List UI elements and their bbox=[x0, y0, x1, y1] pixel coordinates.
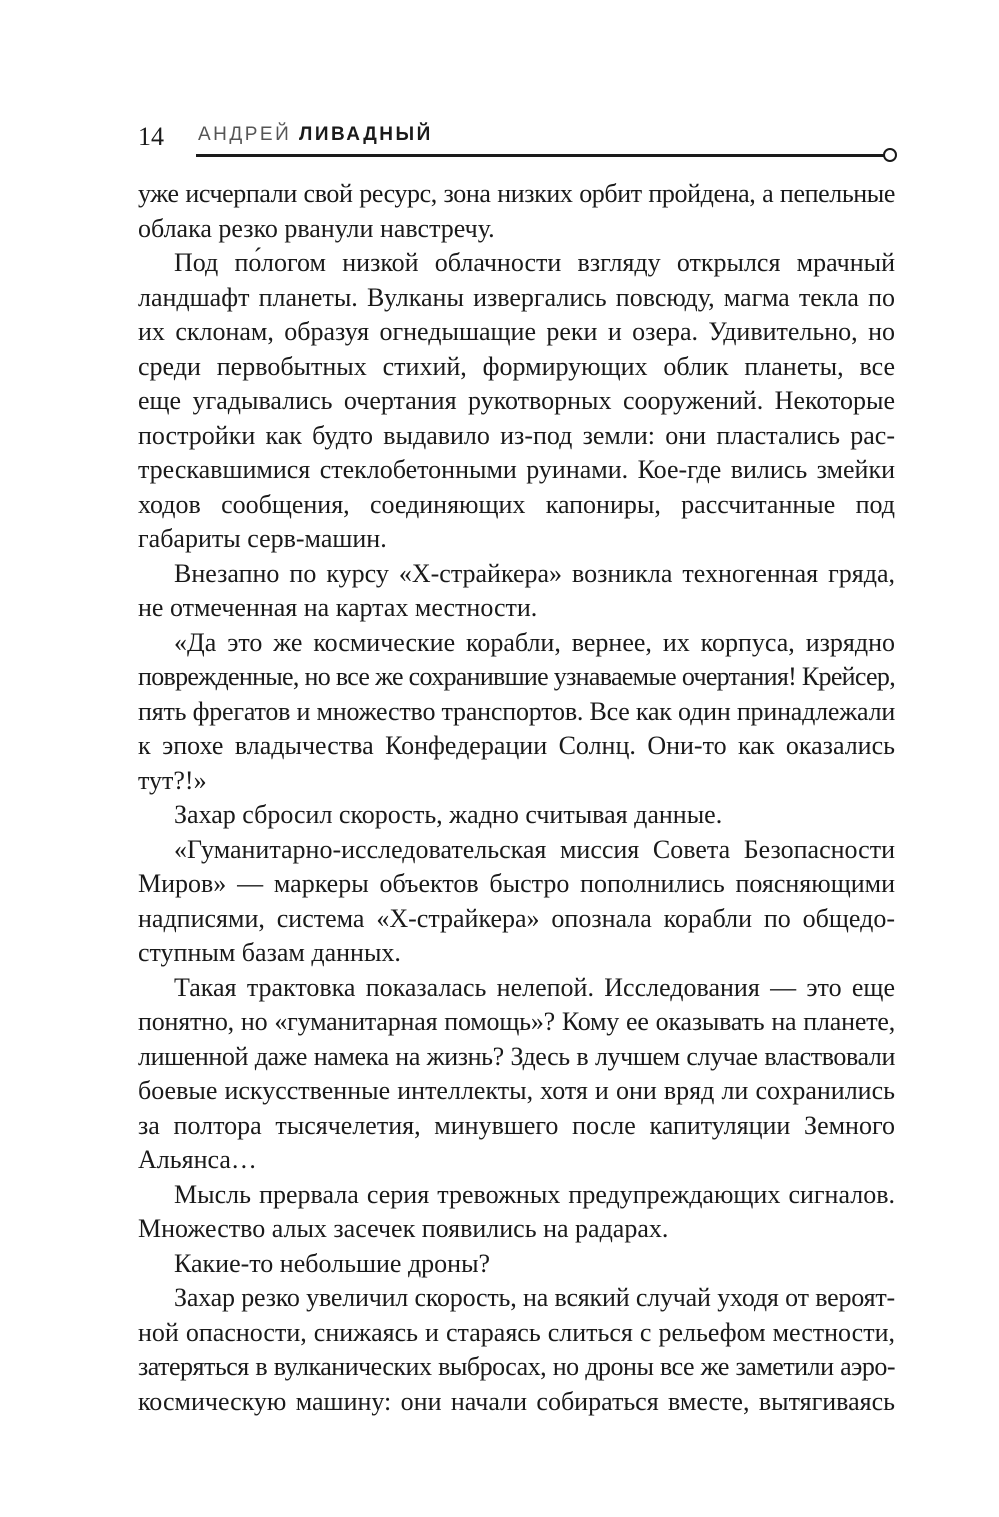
text-line: облака резко рванули навстречу. bbox=[138, 213, 495, 243]
text-line: боевые искусственные интеллекты, хотя и они вряд ли сохранились bbox=[138, 1076, 895, 1105]
text-line: ландшафт планеты. Вулканы извергались повсюду, магма текла по bbox=[138, 282, 895, 312]
author-last-name: ЛИВАДНЫЙ bbox=[299, 124, 433, 145]
text-line: надписями, система «Х-страйкера» опознала корабли по общедо- bbox=[138, 903, 895, 933]
text-line: ходов сообщения, соединяющих капониры, рассчитанные под bbox=[138, 489, 895, 519]
text-line: за полтора тысячелетия, минувшего после капитуляции Земного bbox=[138, 1110, 895, 1140]
text-line: не отмеченная на картах местности. bbox=[138, 593, 538, 622]
body-text bbox=[138, 177, 895, 1419]
page-number: 14 bbox=[138, 122, 164, 151]
text-line: ступным базам данных. bbox=[138, 938, 401, 967]
text-line: габариты серв-машин. bbox=[138, 524, 387, 553]
text-line: Под по́логом низкой облачности взгляду открылся мрачный bbox=[174, 248, 895, 277]
text-line: Мысль прервала серия тревожных предупреждающих сигналов. bbox=[174, 1179, 895, 1209]
text-line: поврежденные, но все же сохранившие узнаваемые очертания! Крейсер, bbox=[138, 662, 895, 691]
running-header bbox=[138, 116, 898, 166]
text-line: «Гуманитарно-исследовательская миссия Совета Безопасности bbox=[174, 834, 895, 864]
text-line: Какие-то небольшие дроны? bbox=[174, 1248, 491, 1278]
text-line: трескавшимися стеклобетонными руинами. Кое-где вились змейки bbox=[138, 455, 895, 484]
text-line: Такая трактовка показалась нелепой. Исследования — это еще bbox=[174, 972, 895, 1002]
text-line: ной опасности, снижаясь и стараясь слиться с рельефом местности, bbox=[138, 1317, 895, 1347]
text-line: Миров» — маркеры объектов быстро пополнились поясняющими bbox=[138, 869, 895, 898]
header-rule bbox=[196, 154, 886, 157]
text-line: понятно, но «гуманитарная помощь»? Кому ее оказывать на планете, bbox=[138, 1007, 895, 1036]
header-rule-end-circle bbox=[883, 148, 897, 162]
text-line: Захар резко увеличил скорость, на всякий случай уходя от вероят- bbox=[174, 1283, 895, 1312]
text-line: Захар сбросил скорость, жадно считывая данные. bbox=[174, 800, 723, 829]
text-line: среди первобытных стихий, формирующих облик планеты, все bbox=[138, 351, 895, 381]
author-name bbox=[198, 124, 433, 146]
text-line: Альянса… bbox=[138, 1145, 257, 1174]
text-line: постройки как будто выдавило из-под земли: они пластались рас- bbox=[138, 420, 895, 450]
text-line: еще угадывались очертания рукотворных сооружений. Некоторые bbox=[138, 386, 895, 415]
text-line: лишенной даже намека на жизнь? Здесь в лучшем случае властвовали bbox=[138, 1041, 895, 1071]
text-line: к эпохе владычества Конфедерации Солнц. Они-то как оказались bbox=[138, 731, 895, 760]
text-line: «Да это же космические корабли, вернее, их корпуса, изрядно bbox=[174, 627, 895, 657]
text-line: тут?!» bbox=[138, 765, 207, 795]
text-line: уже исчерпали свой ресурс, зона низких орбит пройдена, а пепельные bbox=[138, 179, 895, 208]
author-first-name: АНДРЕЙ bbox=[198, 124, 292, 145]
text-line: космическую машину: они начали собираться вместе, вытягиваясь bbox=[138, 1386, 895, 1416]
text-line: Внезапно по курсу «Х-страйкера» возникла техногенная гряда, bbox=[174, 558, 895, 588]
text-line: пять фрегатов и множество транспортов. Все как один принадлежали bbox=[138, 696, 896, 726]
text-line: их склонам, образуя огнедышащие реки и озера. Удивительно, но bbox=[138, 317, 895, 346]
text-line: Множество алых засечек появились на радарах. bbox=[138, 1214, 669, 1243]
text-line: затеряться в вулканических выбросах, но дроны все же заметили аэро- bbox=[138, 1352, 895, 1381]
